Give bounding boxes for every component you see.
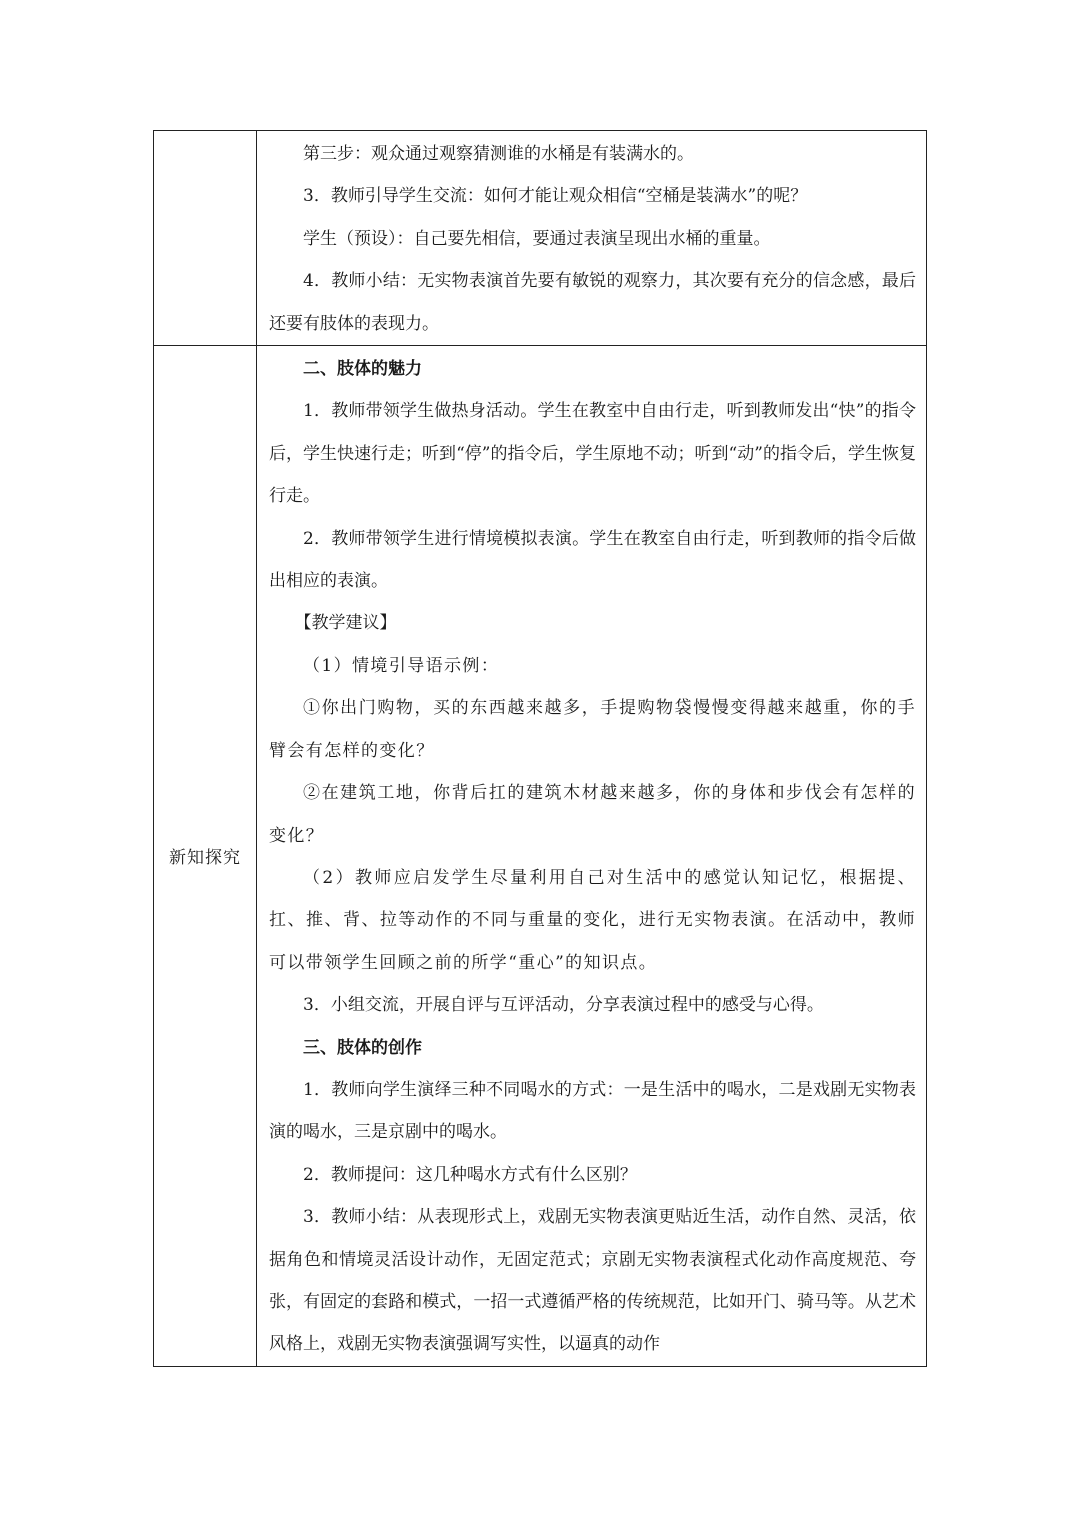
lesson-plan-table	[153, 130, 927, 1367]
row-label: 新知探究	[169, 848, 241, 869]
paragraph: 1．教师带领学生做热身活动。学生在教室中自由行走，听到教师发出“快”的指令后，学生快速行走；听到“停”的指令后，学生原地不动；听到“动”的指令后，学生恢复行走。	[269, 401, 916, 507]
section-heading: 三、肢体的创作	[303, 1037, 422, 1058]
paragraph: 2．教师带领学生进行情境模拟表演。学生在教室自由行走，听到教师的指令后做出相应的表演。	[269, 528, 916, 592]
paragraph: 4．教师小结：无实物表演首先要有敏锐的观察力，其次要有充分的信念感，最后还要有肢体的表现力。	[269, 271, 916, 334]
paragraph: 1．教师向学生演绎三种不同喝水的方式：一是生活中的喝水，二是戏剧无实物表演的喝水，三是京剧中的喝水。	[269, 1079, 916, 1143]
row-content-cell	[257, 346, 927, 1367]
row-content-cell	[257, 131, 927, 346]
table-row	[154, 346, 927, 1367]
suggestion-item: ①你出门购物，买的东西越来越多，手提购物袋慢慢变得越来越重，你的手臂会有怎样的变化？	[269, 698, 916, 761]
paragraph: 3．教师引导学生交流：如何才能让观众相信“空桶是装满水”的呢？	[303, 186, 808, 207]
section-heading: 二、肢体的魅力	[303, 359, 422, 380]
table-row	[154, 131, 927, 346]
paragraph: 第三步：观众通过观察猜测谁的水桶是有装满水的。	[303, 144, 694, 164]
row-label-cell	[154, 131, 257, 346]
paragraph: 3．小组交流，开展自评与互评活动，分享表演过程中的感受与心得。	[303, 995, 824, 1016]
suggestion-item: （2）教师应启发学生尽量利用自己对生活中的感觉认知记忆，根据提、扛、推、背、拉等动作的不同与重量的变化，进行无实物表演。在活动中，教师可以带领学生回顾之前的所学“重心”的知识点。	[269, 867, 916, 973]
suggestion-item: ②在建筑工地，你背后扛的建筑木材越来越多，你的身体和步伐会有怎样的变化？	[269, 783, 916, 846]
paragraph: 3．教师小结：从表现形式上，戏剧无实物表演更贴近生活，动作自然、灵活，依据角色和情境灵活设计动作，无固定范式；京剧无实物表演程式化动作高度规范、夸张，有固定的套路和模式，一招一式遵循严格的传统规范，比如开门、骑马等。从艺术风格上，戏剧无实物表演强调写实性，以逼真的动作	[269, 1207, 916, 1355]
suggestion-heading: 【教学建议】	[294, 613, 397, 634]
suggestion-item: （1）情境引导语示例：	[303, 655, 500, 676]
row-label-cell	[154, 346, 257, 1367]
row-label	[154, 131, 256, 345]
paragraph: 2．教师提问：这几种喝水方式有什么区别？	[303, 1164, 637, 1185]
paragraph: 学生（预设）：自己要先相信，要通过表演呈现出水桶的重量。	[303, 228, 771, 249]
